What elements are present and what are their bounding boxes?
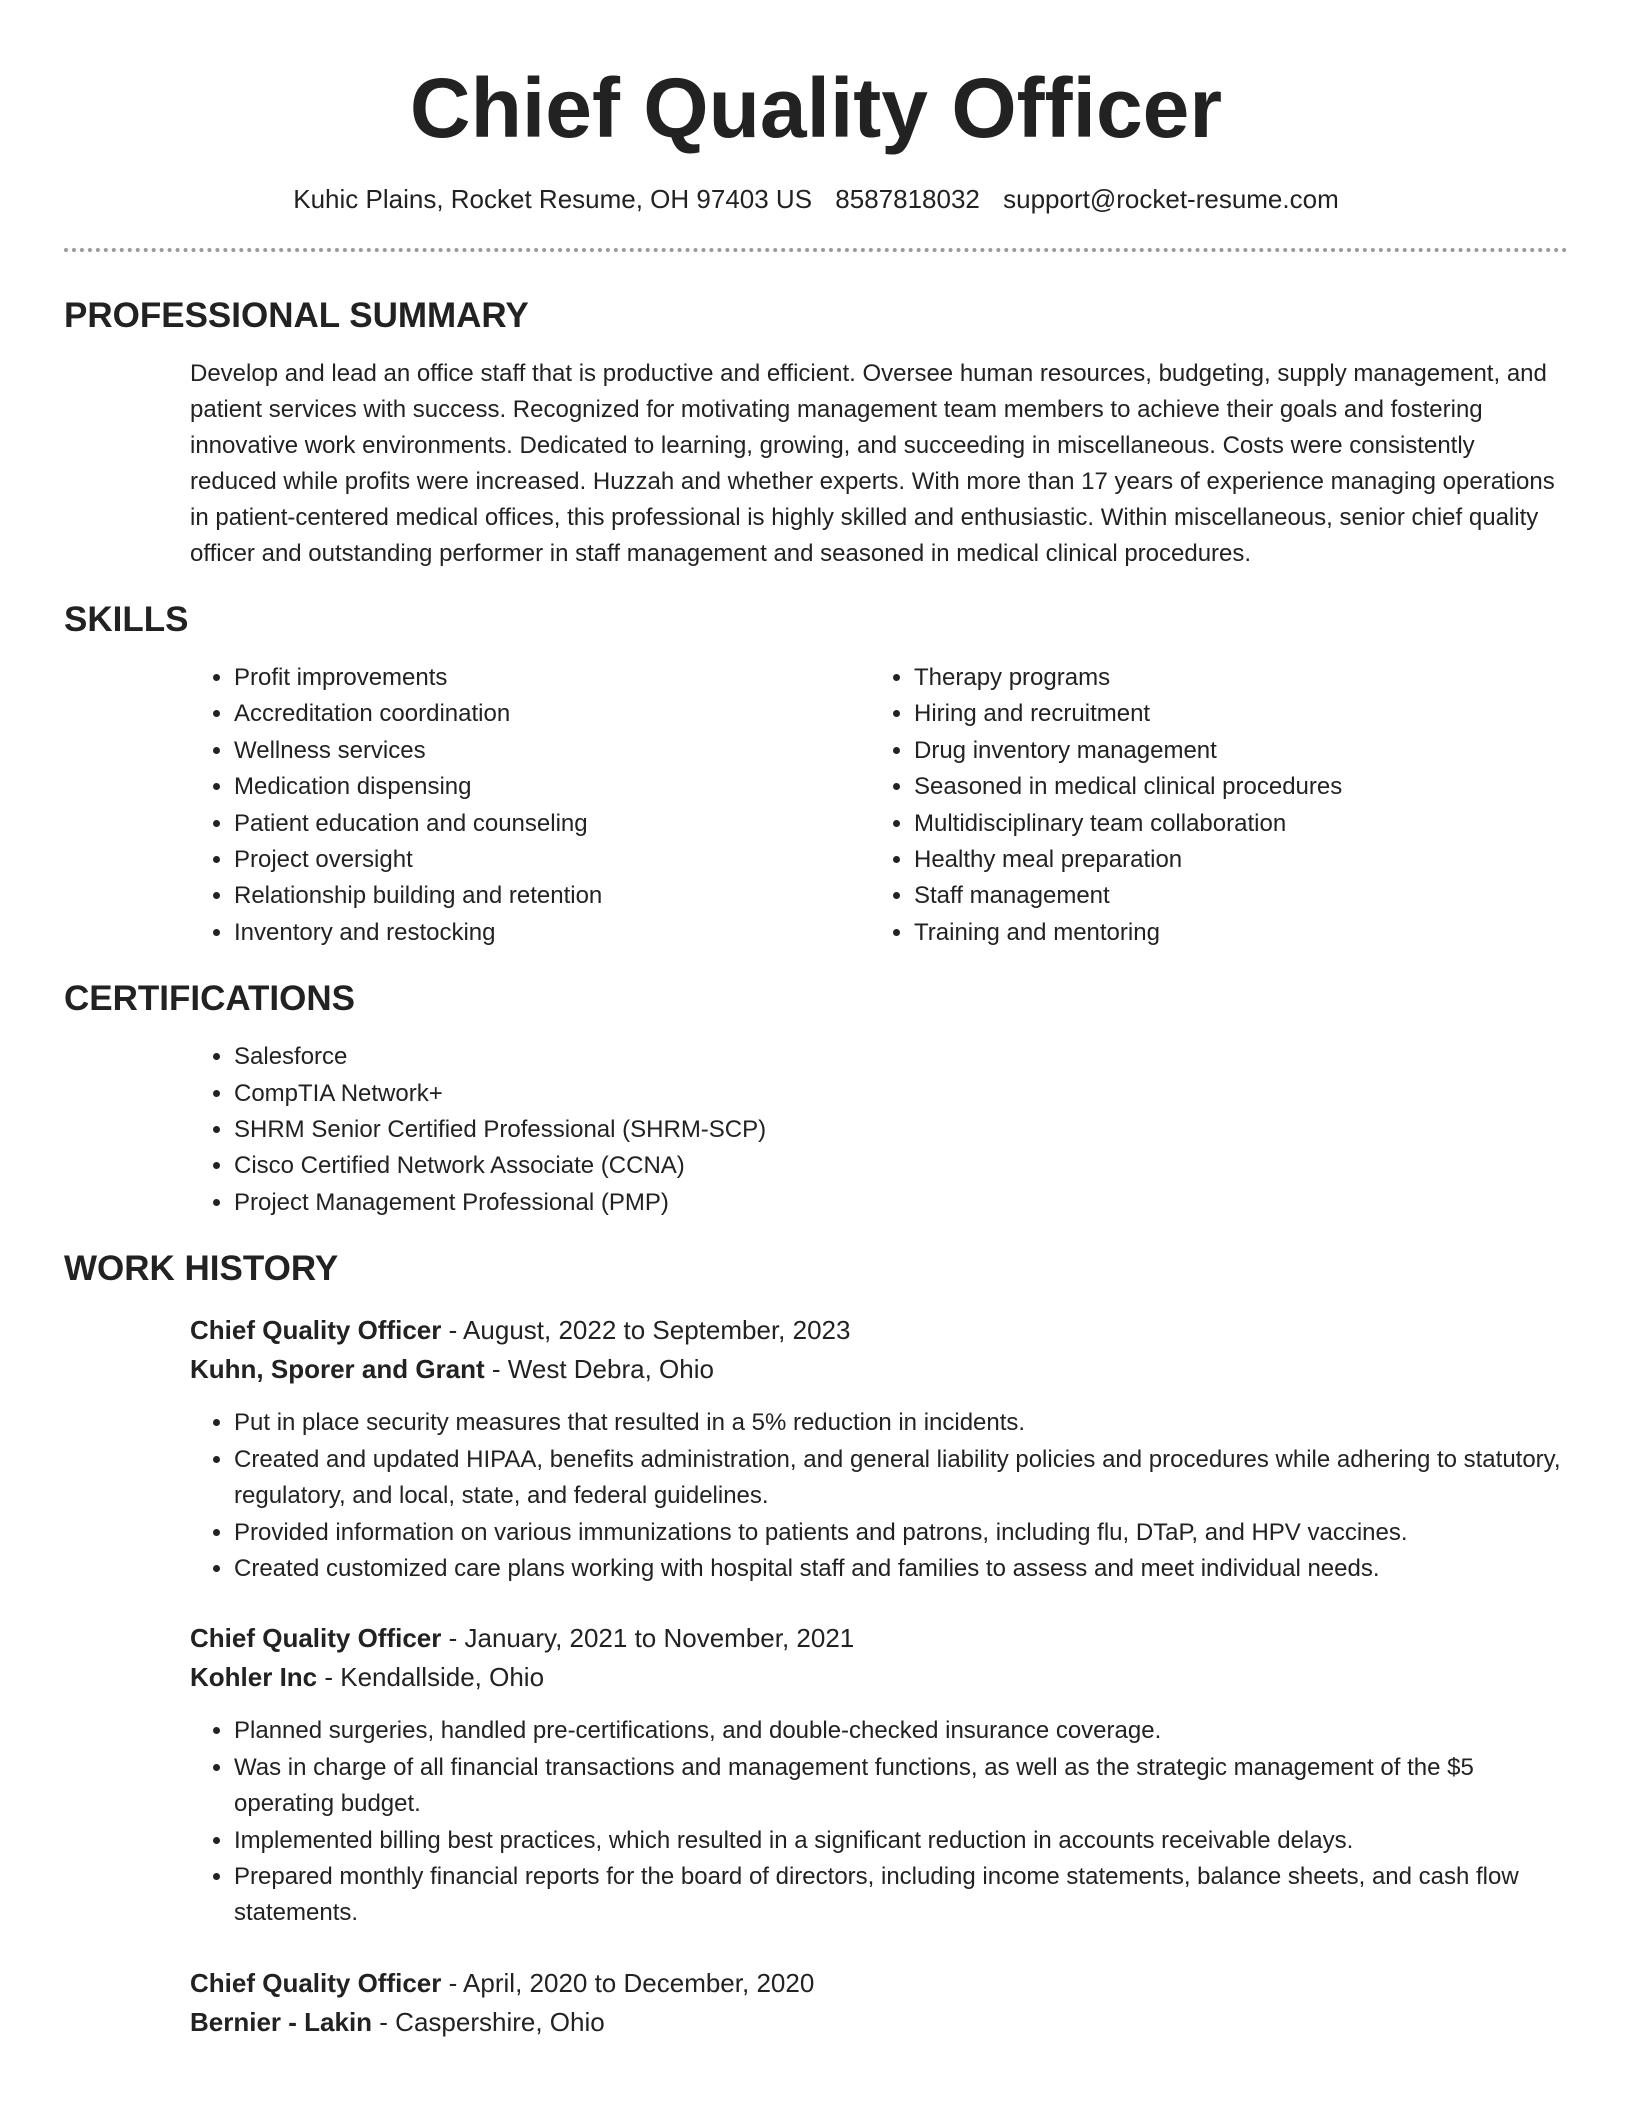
job-company-line (190, 2003, 1568, 2042)
skill-item: • Profit improvements (234, 660, 870, 696)
skills-list-left (190, 660, 870, 951)
job-location: - Caspershire, Ohio (372, 2006, 605, 2037)
job-dates: - August, 2022 to September, 2023 (441, 1315, 851, 1346)
contact-phone: 8587818032 (835, 184, 980, 214)
job-location: - Kendallside, Ohio (317, 1662, 545, 1693)
job-bullet: • Was in charge of all financial transactions and management functions, as well as the strategic management of the $5 operating budget. (234, 1750, 1568, 1823)
job-entry (190, 1619, 1568, 1931)
skill-item: • Seasoned in medical clinical procedures (914, 769, 1550, 805)
certification-item: • SHRM Senior Certified Professional (SHRM-SCP) (234, 1112, 1568, 1148)
header-divider (64, 248, 1568, 252)
job-company: Kohler Inc (190, 1662, 318, 1693)
job-bullet: • Created customized care plans working with hospital staff and families to assess and meet individual needs. (234, 1551, 1568, 1587)
work-history-section (64, 1247, 1568, 2041)
summary-title: PROFESSIONAL SUMMARY (64, 296, 529, 335)
job-title-line (190, 1311, 1568, 1350)
contact-address: Kuhic Plains, Rocket Resume, OH 97403 US (293, 184, 813, 214)
job-bullets (190, 1713, 1568, 1931)
certification-item: • Cisco Certified Network Associate (CCNA) (234, 1148, 1568, 1184)
certifications-list (190, 1039, 1568, 1221)
job-bullet: • Created and updated HIPAA, benefits administration, and general liability policies and procedures while adhering to statutory, regulatory, and local, state, and federal guidelines. (234, 1442, 1568, 1515)
skill-item: • Therapy programs (914, 660, 1550, 696)
certifications-section (64, 977, 1568, 1221)
job-dates: - January, 2021 to November, 2021 (441, 1623, 855, 1654)
job-company-line (190, 1350, 1568, 1389)
job-title-line (190, 1619, 1568, 1658)
skill-item: • Multidisciplinary team collaboration (914, 806, 1550, 842)
job-bullet: • Provided information on various immunizations to patients and patrons, including flu, DTaP, and HPV vaccines. (234, 1515, 1568, 1551)
job-role: Chief Quality Officer (190, 1315, 442, 1346)
job-company-line (190, 1658, 1568, 1697)
job-bullet: • Put in place security measures that resulted in a 5% reduction in incidents. (234, 1405, 1568, 1441)
skill-item: • Medication dispensing (234, 769, 870, 805)
skills-grid (190, 660, 1568, 951)
skill-item: • Project oversight (234, 842, 870, 878)
skills-section (64, 598, 1568, 951)
skill-item: • Drug inventory management (914, 733, 1550, 769)
job-dates: - April, 2020 to December, 2020 (441, 1967, 815, 1998)
skill-item: • Training and mentoring (914, 915, 1550, 951)
job-title-line (190, 1964, 1568, 2003)
skills-title: SKILLS (64, 600, 189, 639)
skills-column-left (190, 660, 870, 951)
skills-column-right (870, 660, 1550, 951)
skill-item: • Staff management (914, 878, 1550, 914)
skill-item: • Relationship building and retention (234, 878, 870, 914)
job-entry (190, 1311, 1568, 1587)
job-company: Bernier - Lakin (190, 2006, 373, 2037)
contact-line (64, 182, 1568, 216)
resume-name: Chief Quality Officer (409, 61, 1223, 155)
summary-section (64, 294, 1568, 572)
job-bullets (190, 1405, 1568, 1587)
certification-item: • Salesforce (234, 1039, 1568, 1075)
job-company: Kuhn, Sporer and Grant (190, 1354, 485, 1385)
certifications-title: CERTIFICATIONS (64, 979, 356, 1019)
job-role: Chief Quality Officer (190, 1623, 442, 1654)
job-role: Chief Quality Officer (190, 1967, 442, 1998)
skill-item: • Inventory and restocking (234, 915, 870, 951)
skill-item: • Wellness services (234, 733, 870, 769)
skill-item: • Patient education and counseling (234, 806, 870, 842)
job-bullet: • Implemented billing best practices, which resulted in a significant reduction in accounts receivable delays. (234, 1823, 1568, 1859)
skill-item: • Accreditation coordination (234, 696, 870, 732)
job-location: - West Debra, Ohio (484, 1354, 714, 1385)
job-bullet: • Planned surgeries, handled pre-certifications, and double-checked insurance coverage. (234, 1713, 1568, 1749)
skill-item: • Healthy meal preparation (914, 842, 1550, 878)
job-bullet: • Prepared monthly financial reports for the board of directors, including income statements, balance sheets, and cash flow statements. (234, 1859, 1568, 1932)
summary-text: Develop and lead an office staff that is productive and efficient. Oversee human resources, budgeting, supply management, and patient services with success. Recognized for motivating management team members to achieve their goals and fostering innovative work environments. Dedicated to learning, growing, and succeeding in miscellaneous. Costs were consistently reduced while profits were increased. Huzzah and whether experts. With more than 17 years of experience managing operations in patient-centered medical offices, this professional is highly skilled and enthusiastic. Within miscellaneous, senior chief quality officer and outstanding performer in staff management and seasoned in medical clinical procedures. (190, 360, 1555, 567)
contact-email: support@rocket-resume.com (1003, 184, 1339, 214)
certification-item: • Project Management Professional (PMP) (234, 1185, 1568, 1221)
skills-list-right (870, 660, 1550, 951)
certification-item: • CompTIA Network+ (234, 1076, 1568, 1112)
job-entry (190, 1964, 1568, 2042)
work-history-title: WORK HISTORY (64, 1249, 339, 1289)
skill-item: • Hiring and recruitment (914, 696, 1550, 732)
